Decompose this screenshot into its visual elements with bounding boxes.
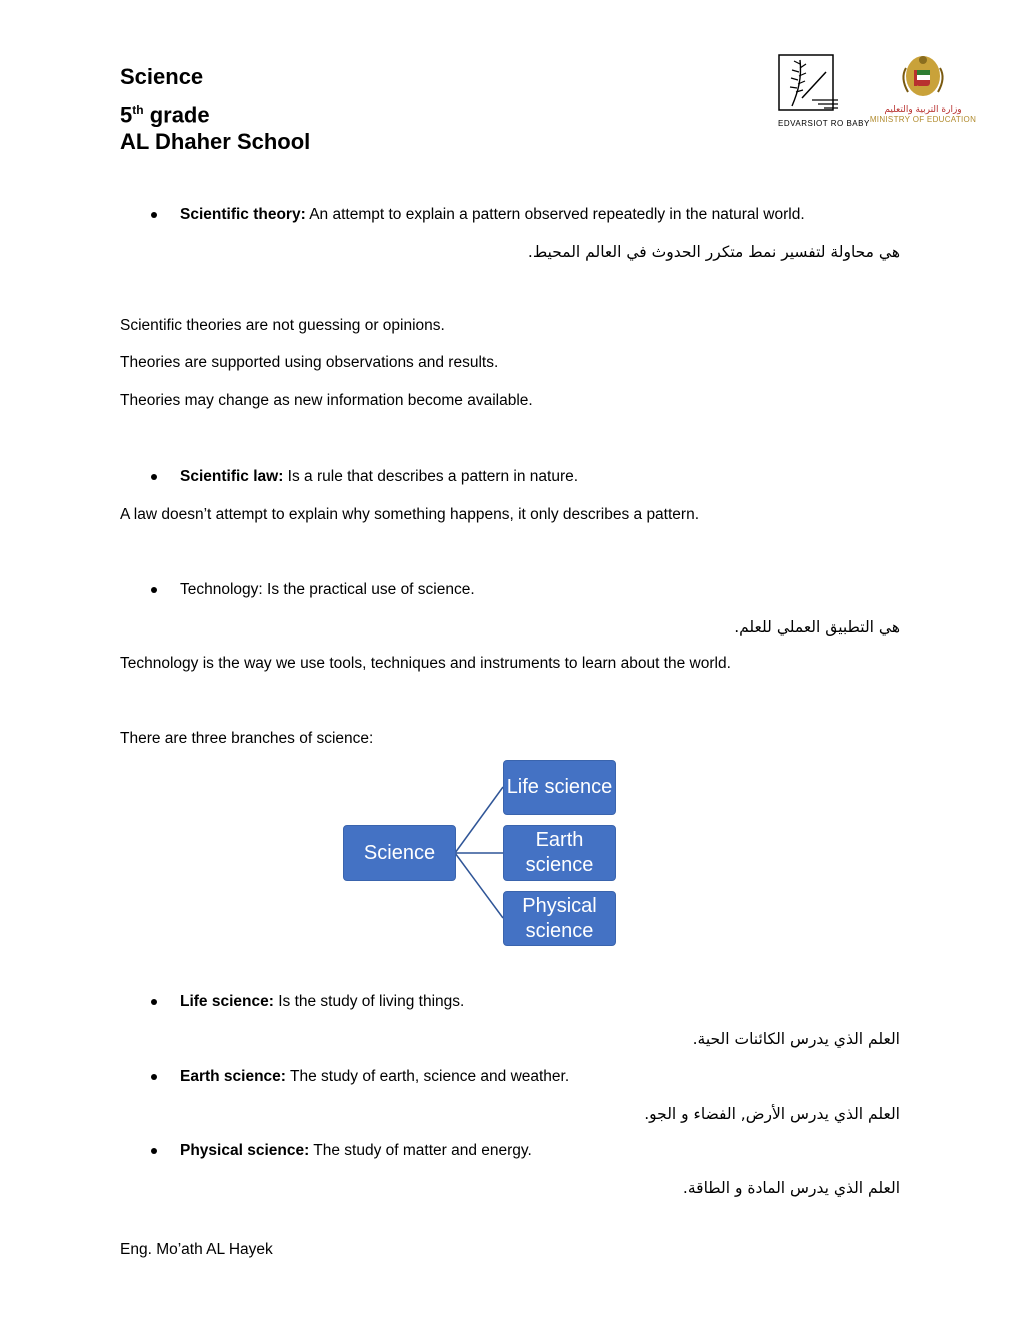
wheat-logo-icon — [778, 54, 846, 114]
theory-note: Scientific theories are not guessing or opinions. — [120, 317, 445, 334]
physical-science-term: Physical science: — [180, 1142, 310, 1159]
diagram-branch-label: Physical — [522, 894, 597, 917]
life-science-arabic: العلم الذي يدرس الكائنات الحية. — [692, 1030, 900, 1048]
ministry-logo — [868, 54, 978, 130]
theory-term: Scientific theory: — [180, 206, 306, 223]
physical-science-text: The study of matter and energy. — [309, 1142, 532, 1159]
law-term: Scientific law: — [180, 468, 284, 485]
connector-physical — [455, 853, 503, 918]
technology-arabic: هي التطبيق العملي للعلم. — [734, 618, 900, 636]
theory-note: Theories may change as new information become available. — [120, 392, 533, 409]
diagram-branch-life — [503, 760, 616, 815]
page-title-grade — [120, 97, 210, 128]
diagram-branch-label: science — [525, 854, 594, 876]
bullet-icon — [151, 999, 157, 1005]
branches-intro: There are three branches of science: — [120, 730, 374, 747]
theory-arabic: هي محاولة لتفسير نمط متكرر الحدوث في العالم المحيط. — [527, 243, 900, 261]
physical-science-definition — [180, 1141, 532, 1161]
bullet-icon — [151, 587, 157, 593]
bullet-icon — [151, 474, 157, 480]
page-title-subject: Science — [120, 64, 204, 89]
theory-text: An attempt to explain a pattern observed repeatedly in the natural world. — [305, 206, 805, 223]
grade-word: grade — [143, 102, 210, 128]
grade-number: 5 — [120, 102, 133, 128]
theory-definition — [180, 205, 805, 225]
diagram-branch-earth — [503, 825, 616, 881]
school-logo-caption: EDVARSIOT RO BABY — [778, 119, 870, 128]
diagram-root-label: Science — [363, 841, 436, 864]
footer-author: Eng. Mo’ath AL Hayek — [120, 1241, 273, 1258]
grade-superscript: th — [132, 103, 144, 117]
earth-science-term: Earth science: — [180, 1068, 286, 1085]
bullet-icon — [151, 1074, 157, 1080]
earth-science-text: The study of earth, science and weather. — [285, 1068, 570, 1085]
bullet-icon — [151, 212, 157, 218]
ministry-name-arabic: وزارة التربية والتعليم — [884, 105, 962, 115]
diagram-branch-label: Life science — [506, 776, 613, 798]
falcon-emblem-icon — [868, 54, 978, 100]
technology-definition: Technology: Is the practical use of science. — [180, 581, 475, 598]
life-science-definition — [180, 992, 464, 1012]
bullet-icon — [151, 1148, 157, 1154]
life-science-text: Is the study of living things. — [273, 993, 465, 1010]
law-definition — [180, 467, 578, 487]
diagram-root-science — [343, 825, 456, 881]
earth-science-arabic: العلم الذي يدرس الأرض, الفضاء و الجو. — [644, 1105, 900, 1123]
life-science-term: Life science: — [180, 993, 274, 1010]
school-logo — [778, 54, 870, 130]
ministry-name-english: MINISTRY OF EDUCATION — [869, 115, 977, 124]
page-title-school: AL Dhaher School — [120, 129, 311, 154]
diagram-branch-physical — [503, 891, 616, 946]
earth-science-definition — [180, 1067, 569, 1087]
law-note: A law doesn’t attempt to explain why something happens, it only describes a pattern. — [120, 506, 700, 523]
connector-life — [455, 787, 503, 853]
diagram-branch-label: science — [525, 919, 594, 942]
diagram-branch-label: Earth — [535, 829, 584, 851]
theory-note: Theories are supported using observations and results. — [120, 354, 499, 371]
law-text: Is a rule that describes a pattern in nature. — [283, 468, 579, 485]
physical-science-arabic: العلم الذي يدرس المادة و الطاقة. — [682, 1179, 900, 1197]
technology-note: Technology is the way we use tools, techniques and instruments to learn about the world. — [120, 655, 731, 672]
